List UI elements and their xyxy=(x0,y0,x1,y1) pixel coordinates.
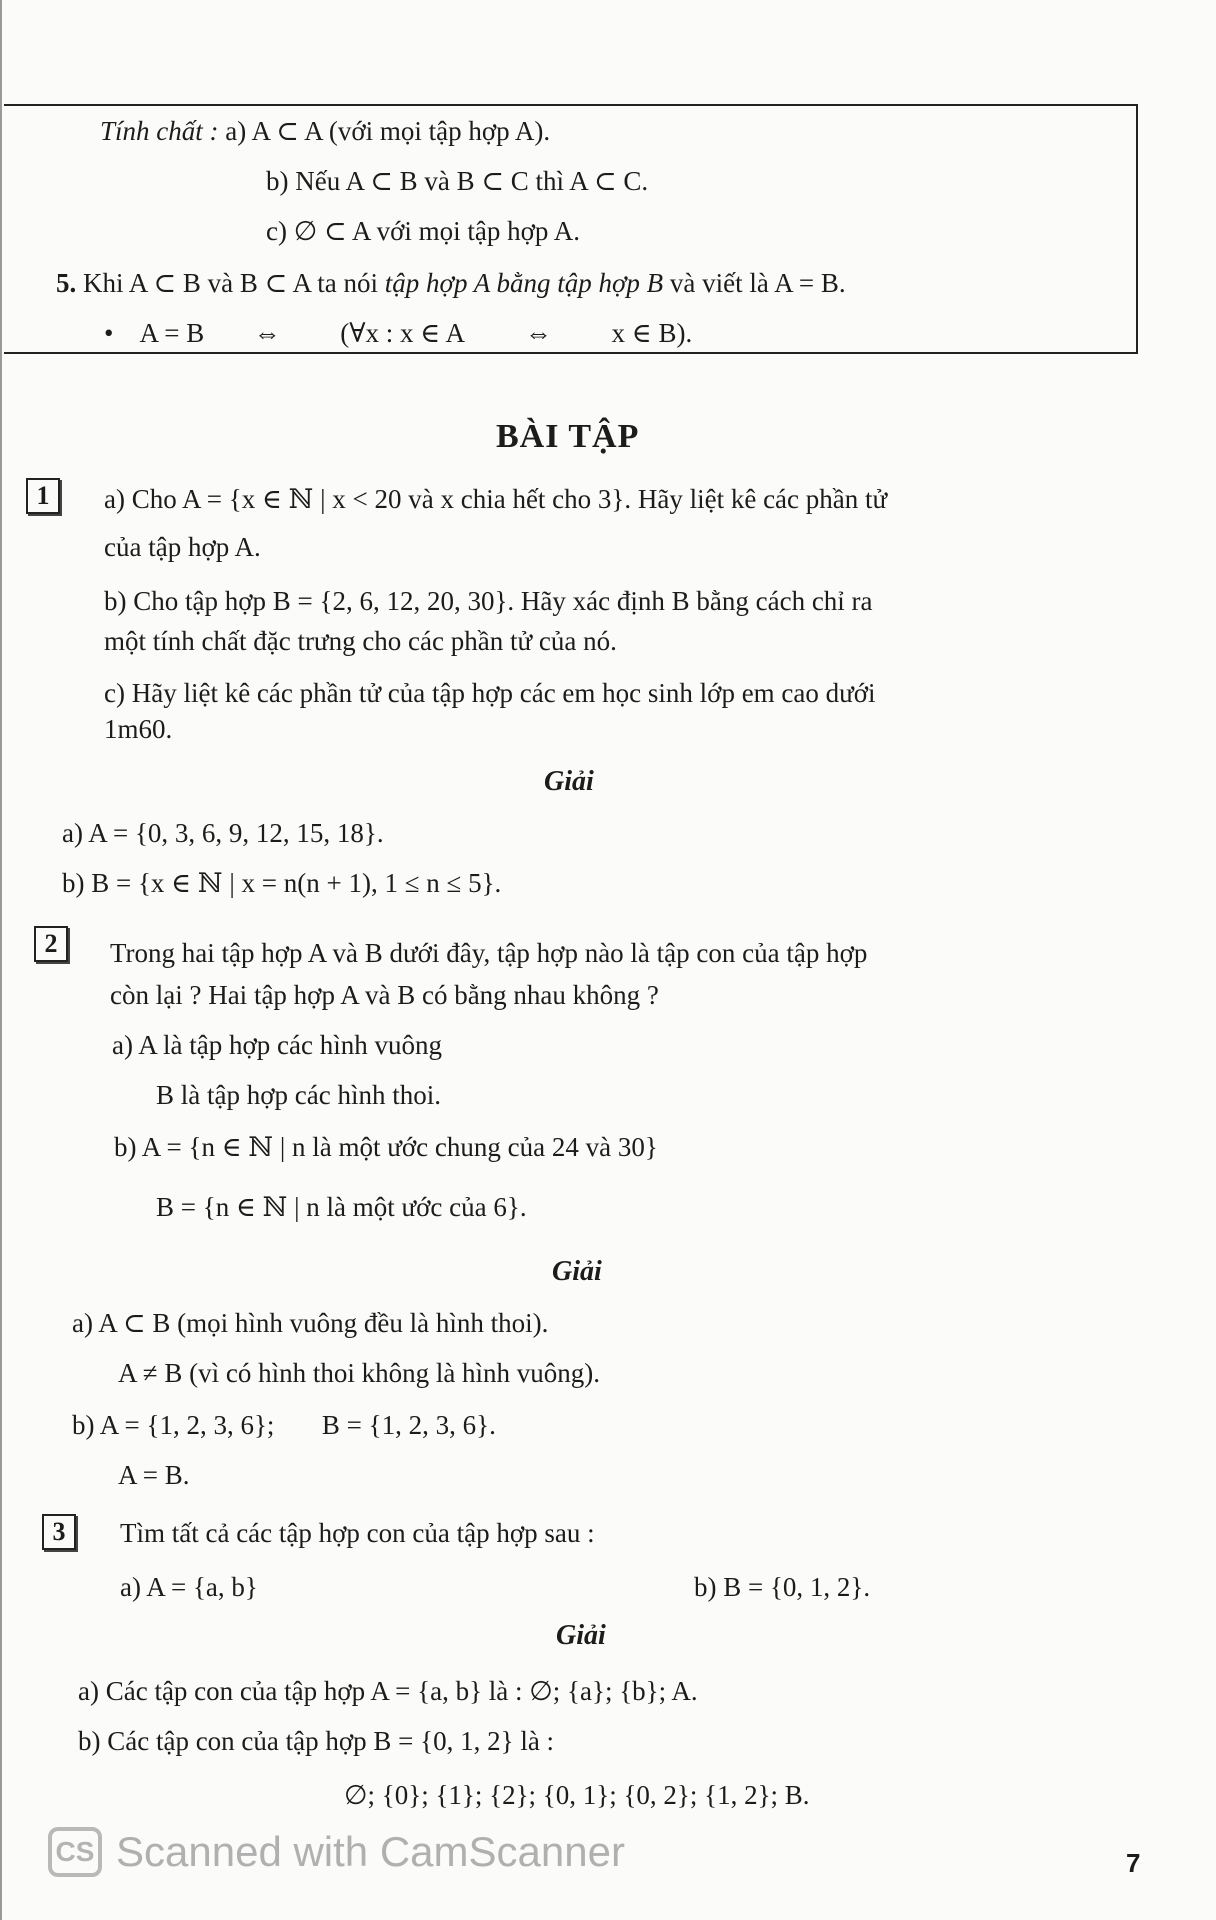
ex3-question: Tìm tất cả các tập hợp con của tập hợp sau : xyxy=(120,1518,595,1548)
property-label: Tính chất : xyxy=(100,116,219,146)
item-5-post: và viết là A = B. xyxy=(669,268,846,298)
ex1-solution-title: Giải xyxy=(544,766,594,797)
property-c: c) ∅ ⊂ A với mọi tập hợp A. xyxy=(266,216,580,246)
camscanner-logo: CS xyxy=(48,1827,102,1877)
ex2-solution-b1 xyxy=(72,1408,496,1442)
ex2-a-line1: a) A là tập hợp các hình vuông xyxy=(112,1030,442,1060)
ex2-solution-b1-a: b) A = {1, 2, 3, 6}; xyxy=(72,1410,275,1440)
ex3-solution-title: Giải xyxy=(556,1620,606,1651)
equiv-arrow-icon: ⇔ xyxy=(525,318,553,348)
ex2-question-line2: còn lại ? Hai tập hợp A và B có bằng nhau không ? xyxy=(110,980,659,1010)
scan-edge xyxy=(0,0,2,1920)
page-number: 7 xyxy=(1126,1848,1141,1878)
equiv-mid: (∀x : x ∈ A xyxy=(340,318,464,348)
ex2-solution-b1-b: B = {1, 2, 3, 6}. xyxy=(321,1410,496,1440)
ex2-solution-b2: A = B. xyxy=(118,1460,190,1490)
ex3-solution-b: b) Các tập con của tập hợp B = {0, 1, 2} là : xyxy=(78,1726,555,1756)
item-5-italic: tập hợp A bằng tập hợp B xyxy=(384,268,664,298)
ex1-c-line1: c) Hãy liệt kê các phần tử của tập hợp các em học sinh lớp em cao dưới xyxy=(104,678,876,708)
item-5-number: 5. xyxy=(56,268,77,298)
camscanner-watermark xyxy=(48,1822,625,1882)
ex2-solution-a1: a) A ⊂ B (mọi hình vuông đều là hình thoi). xyxy=(72,1308,549,1338)
ex1-b-line1: b) Cho tập hợp B = {2, 6, 12, 20, 30}. Hãy xác định B bằng cách chỉ ra xyxy=(104,586,873,616)
ex3-solution-a: a) Các tập con của tập hợp A = {a, b} là : ∅; {a}; {b}; A. xyxy=(78,1676,698,1706)
ex1-solution-b: b) B = {x ∈ ℕ | x = n(n + 1), 1 ≤ n ≤ 5}. xyxy=(62,868,502,898)
property-b: b) Nếu A ⊂ B và B ⊂ C thì A ⊂ C. xyxy=(266,166,649,196)
ex2-solution-title: Giải xyxy=(552,1256,602,1287)
ex2-question-line1: Trong hai tập hợp A và B dưới đây, tập hợp nào là tập con của tập hợp xyxy=(110,938,868,968)
ex2-solution-a2: A ≠ B (vì có hình thoi không là hình vuông). xyxy=(118,1358,601,1388)
ex3-part-a: a) A = {a, b} xyxy=(120,1572,258,1602)
exercise-1-number: 1 xyxy=(26,478,60,514)
section-title: BÀI TẬP xyxy=(496,418,640,455)
watermark-text: Scanned with CamScanner xyxy=(116,1828,625,1875)
property-a-line xyxy=(100,114,550,148)
ex3-part-b: b) B = {0, 1, 2}. xyxy=(694,1572,871,1602)
ex2-b-line2: B = {n ∈ ℕ | n là một ước của 6}. xyxy=(156,1192,527,1222)
ex1-a-line1: a) Cho A = {x ∈ ℕ | x < 20 và x chia hết cho 3}. Hãy liệt kê các phần tử xyxy=(104,484,888,514)
item-5-pre: Khi A ⊂ B và B ⊂ A ta nói xyxy=(83,268,379,298)
ex1-b-line2: một tính chất đặc trưng cho các phần tử của nó. xyxy=(104,626,617,656)
exercise-2-number: 2 xyxy=(34,926,68,962)
equiv-rhs: x ∈ B). xyxy=(611,318,693,348)
item-5 xyxy=(56,266,846,300)
ex1-a-line2: của tập hợp A. xyxy=(104,532,261,562)
equiv-lhs: A = B xyxy=(139,318,205,348)
equivalence-line xyxy=(104,316,692,350)
exercise-3-number: 3 xyxy=(42,1514,76,1550)
property-a: a) A ⊂ A (với mọi tập hợp A). xyxy=(225,116,551,146)
ex2-a-line2: B là tập hợp các hình thoi. xyxy=(156,1080,441,1110)
bullet-icon: • xyxy=(104,318,114,348)
equiv-arrow-icon: ⇔ xyxy=(253,318,281,348)
ex1-solution-a: a) A = {0, 3, 6, 9, 12, 15, 18}. xyxy=(62,818,384,848)
ex3-solution-b-list: ∅; {0}; {1}; {2}; {0, 1}; {0, 2}; {1, 2}; B. xyxy=(344,1780,810,1810)
ex2-b-line1: b) A = {n ∈ ℕ | n là một ước chung của 24 và 30} xyxy=(114,1132,658,1162)
ex1-c-line2: 1m60. xyxy=(104,714,173,744)
